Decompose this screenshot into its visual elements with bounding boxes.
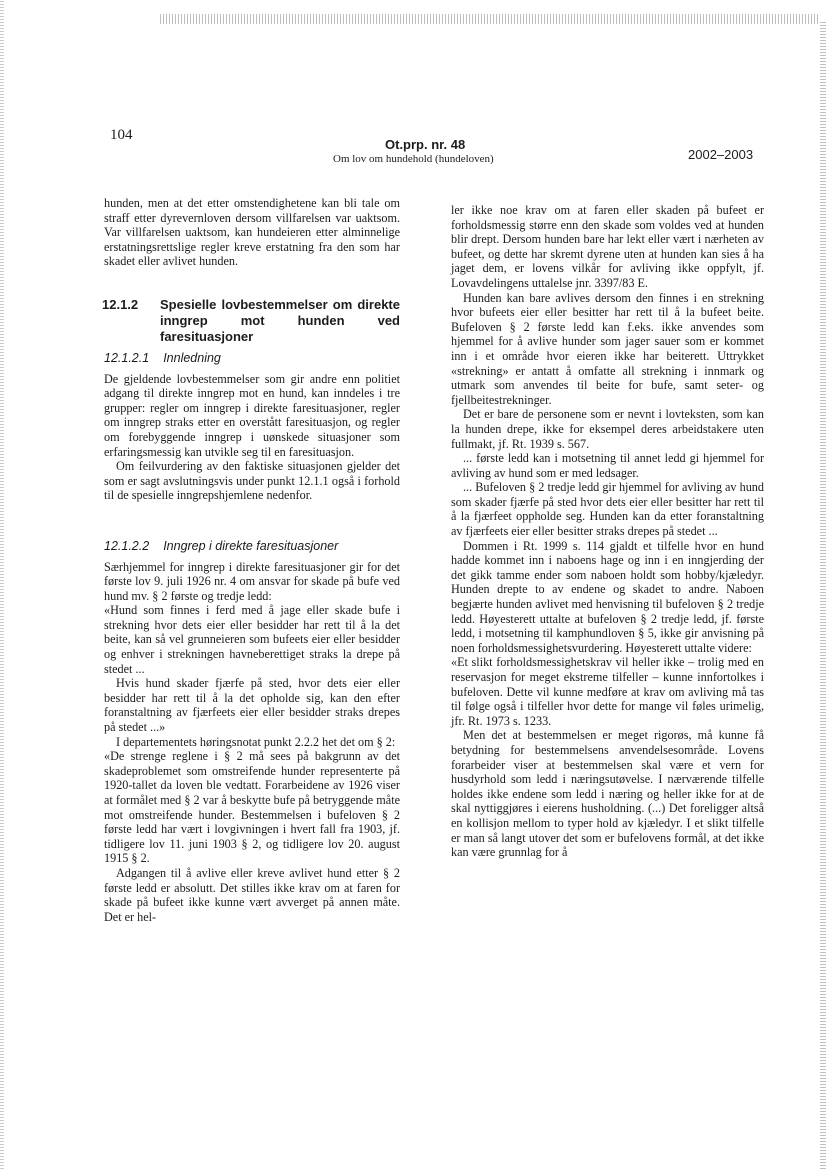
subsection-title: Innledning: [163, 350, 221, 365]
page-subtitle: Om lov om hundehold (hundeloven): [333, 153, 494, 165]
subsection-number: 12.1.2.2: [104, 538, 150, 553]
subsection-heading: [104, 539, 400, 554]
paragraph: Om feilvurdering av den faktiske situasjonen gjelder det som er sagt avslutningsvis under punkt 12.1.1 også i forhold til de spesielle inngrepshjemlene nedenfor.: [104, 459, 400, 503]
section-number: 12.1.2: [102, 296, 139, 312]
left-column: [104, 196, 400, 924]
paragraph: ... Bufeloven § 2 tredje ledd gir hjemmel for avliving av hund som skader fjærfe på sted hvor dets eier eller besitter har rett til å la fjærfeet oppholde seg. Hunden kan da etter foranstaltning av fjærfeets eier eller besitter straks drepes på stedet ...: [451, 480, 764, 539]
paragraph: Det er bare de personene som er nevnt i lovteksten, som kan la hunden drepe, ikke for eksempel deres arbeidstakere uten fullmakt, jf. Rt. 1939 s. 567.: [451, 407, 764, 451]
paragraph: De gjeldende lovbestemmelser som gir andre enn politiet adgang til direkte inngrep mot en hund, kan inndeles i tre grupper: regler om inngrep i direkte faresituasjoner, regler om inngrep straks etter en overstått faresituasjon, og regler om forebyggende inngrep i uønskede situasjoner som erfaringsmessig kan utvikle seg til en faresituasjon.: [104, 371, 400, 459]
scan-edge-left: [0, 0, 4, 1169]
scan-edge-right: [820, 20, 826, 1169]
paragraph: Hunden kan bare avlives dersom den finnes i en strekning hvor bufeets eier eller besitter har rett til å la bufeet beite. Bufeloven § 2 første ledd kan f.eks. ikke anvendes som hjemmel for å avlive hunder som jager sauer som er kommet inn i et område hvor eieren ikke har beiterett. Uttrykket «strekning» er antatt å omfatte all strekning i innmark og utmark som anvendes til beite for bufe, samt seter- og fjellbeitestrekninger.: [451, 290, 764, 407]
paragraph: Særhjemmel for inngrep i direkte faresituasjoner gir for det første lov 9. juli 1926 nr. 4 om ansvar for skade på bufe ved hund mv. § 2 første og tredje ledd:: [104, 559, 400, 603]
paragraph: ... første ledd kan i motsetning til annet ledd gi hjemmel for avliving av hund som er med ledsager.: [451, 451, 764, 480]
block-quote: «De strenge reglene i § 2 må sees på bakgrunn av det skadeproblemet som omstreifende hunder representerte på 1920-tallet da loven ble vedtatt. Forarbeidene av 1926 viser at formålet med § 2 var å beskytte bufe på betryggende måte mot omstreifende hunder. Bestemmelsen i bufeloven § 2 første ledd har vært i lovgivningen i hvert fall fra 1903, jf. tidligere lov 11. juni 1903 § 2, og tidligere lov 20. august 1915 § 2.: [104, 749, 400, 866]
section-heading: [102, 297, 400, 345]
paragraph: Dommen i Rt. 1999 s. 114 gjaldt et tilfelle hvor en hund hadde kommet inn i naboens hage og inn i en inngjerding der det gikk tamme ender som naboen holdt som hobby/kjæledyr. Hunden drepte to av endene og skadet to andre. Naboen begjærte hunden avlivet med henvisning til bufeloven § 2 tredje ledd. Høyesterett uttalte at bufeloven § 2 tredje ledd, jf. første ledd, i motsetning til kamphundloven § 5, ikke gir anvisning på noen forholdsmessighetsvurdering. Høyesterett uttalte videre:: [451, 538, 764, 655]
scan-edge-top: [160, 14, 820, 24]
page-number: 104: [110, 127, 133, 143]
block-quote: «Et slikt forholdsmessighetskrav vil heller ikke – trolig med en reservasjon for meget ekstreme tilfeller – kunne innfortolkes i bufeloven. Dette vil kunne medføre at krav om avliving må tas til følge også i tilfeller hvor dette for mange vil føles urimelig, jfr. Rt. 1973 s. 1233.: [451, 655, 764, 728]
subsection-number: 12.1.2.1: [104, 350, 150, 365]
paragraph: ler ikke noe krav om at faren eller skaden på bufeet er forholdsmessig større enn den skade som voldes ved at hunden blir drept. Dersom hunden bare har lekt eller vært i nærheten av bufeet, og dette har skremt dyrene uten at hunden kan sies å ha jaget dem, er lovens vilkår for avliving ikke oppfylt, jf. Lovavdelingens uttalelse jnr. 3397/83 E.: [451, 203, 764, 290]
paragraph: I departementets høringsnotat punkt 2.2.2 het det om § 2:: [116, 734, 396, 749]
subsection-heading: [104, 351, 400, 366]
section-title: Spesielle lovbestemmelser om direkte inngrep mot hunden ved faresituasjoner: [160, 296, 400, 344]
page-title: Ot.prp. nr. 48: [385, 137, 466, 152]
paragraph: hunden, men at det etter omstendighetene kan bli tale om straff etter dyrevernloven dersom villfarelsen var uaktsom. Var villfarelsen uaktsom, kan hundeieren etter alminnelige erstatningsrettslige regler kreve erstatning fra den som har skadet eller avlivet hunden.: [104, 196, 400, 269]
block-quote: Adgangen til å avlive eller kreve avlivet hund etter § 2 første ledd er absolutt. Det stilles ikke krav om at faren for skade på bufeet ikke kunne vært avverget på annen måte. Det er hel-: [104, 865, 400, 924]
right-column: [451, 203, 764, 860]
block-quote: «Hund som finnes i ferd med å jage eller skade bufe i strekning hvor dets eier eller besidder har rett til å la det beite, kan så vel grunneieren som bufeets eier eller besidder og enhver i strekningen havneberettiget straks la drepe på stedet ...: [104, 603, 400, 676]
block-quote: Men det at bestemmelsen er meget rigorøs, må kunne få betydning for bestemmelsens anvendelsesområde. Lovens forarbeider viser at bestemmelsen skal være et vern for husdyrhold som ledd i næringsutøvelse. I nærværende tilfelle holdes ikke endene som ledd i næring og heller ikke for at de skal nyttiggjøres i eierens husholdning. (...) Det foreligger altså en kollisjon mellom to typer hold av kjæledyr. I et slikt tilfelle er man så langt utover det som er bufelovens formål, at det ikke kan være grunnlag for å: [451, 728, 764, 860]
page-year: 2002–2003: [688, 147, 754, 162]
subsection-title: Inngrep i direkte faresituasjoner: [163, 538, 339, 553]
block-quote: Hvis hund skader fjærfe på sted, hvor dets eier eller besidder har rett til å la det opholde sig, kan den efter foranstaltning av fjærfeets eier eller besidder straks drepes på stedet ...»: [104, 676, 400, 735]
